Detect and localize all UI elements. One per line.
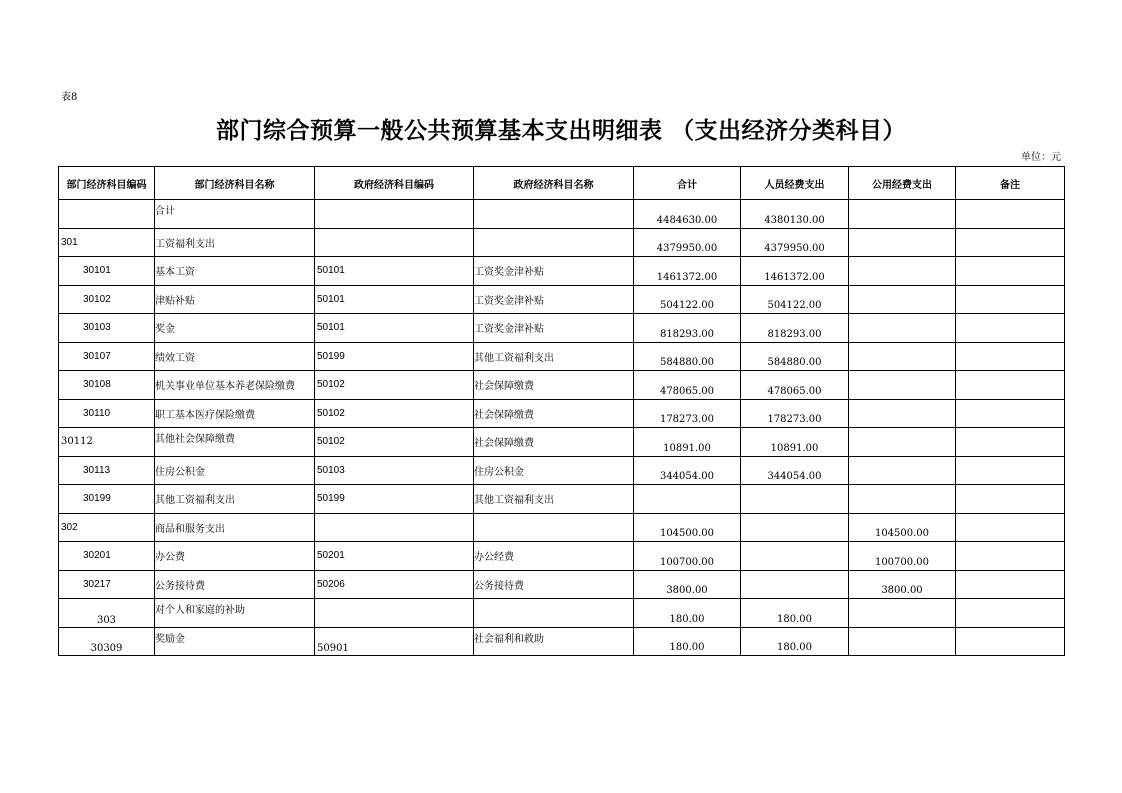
dept-code-cell: 30112 [59,428,155,457]
gov-code-cell [315,599,474,628]
total-cell: 100700.00 [634,542,741,571]
gov-name-cell [474,513,634,542]
table-row [59,257,1065,286]
table-number-label: 表8 [61,92,78,103]
dept-name-cell: 公务接待费 [155,570,315,599]
dept-code-cell: 30309 [59,627,155,656]
dept-name-cell: 住房公积金 [155,456,315,485]
total-cell: 4484630.00 [634,200,741,229]
public-cell: 104500.00 [849,513,956,542]
personnel-cell: 178273.00 [741,399,849,428]
gov-name-cell [474,599,634,628]
gov-name-cell [474,228,634,257]
public-cell: 100700.00 [849,542,956,571]
table-header-row [59,167,1065,200]
public-cell [849,599,956,628]
total-cell: 504122.00 [634,285,741,314]
dept-code-cell: 30107 [59,342,155,371]
personnel-cell: 478065.00 [741,371,849,400]
dept-code-cell: 30110 [59,399,155,428]
gov-name-cell: 工资奖金津补贴 [474,257,634,286]
dept-name-cell: 基本工资 [155,257,315,286]
public-cell [849,314,956,343]
table-row [59,599,1065,628]
table-row [59,285,1065,314]
gov-code-cell: 50206 [315,570,474,599]
personnel-cell: 4379950.00 [741,228,849,257]
total-cell: 104500.00 [634,513,741,542]
dept-code-cell: 30217 [59,570,155,599]
personnel-cell [741,542,849,571]
table-row [59,627,1065,656]
dept-code-cell: 30201 [59,542,155,571]
gov-code-cell: 50901 [315,627,474,656]
dept-name-cell: 其他社会保障缴费 [155,428,315,457]
gov-name-cell: 办公经费 [474,542,634,571]
total-cell: 584880.00 [634,342,741,371]
personnel-cell: 1461372.00 [741,257,849,286]
note-cell [956,257,1065,286]
total-cell: 178273.00 [634,399,741,428]
gov-name-cell: 公务接待费 [474,570,634,599]
public-cell [849,228,956,257]
column-header-total: 合计 [634,167,741,200]
personnel-cell: 180.00 [741,627,849,656]
gov-name-cell: 社会福利和救助 [474,627,634,656]
public-cell [849,342,956,371]
gov-name-cell: 其他工资福利支出 [474,342,634,371]
note-cell [956,542,1065,571]
dept-name-cell: 奖金 [155,314,315,343]
dept-code-cell: 30108 [59,371,155,400]
dept-name-cell: 工资福利支出 [155,228,315,257]
table-row [59,456,1065,485]
total-cell: 3800.00 [634,570,741,599]
gov-code-cell: 50199 [315,485,474,514]
dept-code-cell: 30102 [59,285,155,314]
note-cell [956,200,1065,229]
dept-name-cell: 奖励金 [155,627,315,656]
dept-code-cell: 303 [59,599,155,628]
personnel-cell: 4380130.00 [741,200,849,229]
note-cell [956,570,1065,599]
public-cell [849,257,956,286]
personnel-cell: 180.00 [741,599,849,628]
personnel-cell: 10891.00 [741,428,849,457]
total-cell: 478065.00 [634,371,741,400]
gov-code-cell: 50102 [315,371,474,400]
personnel-cell: 584880.00 [741,342,849,371]
gov-code-cell: 50103 [315,456,474,485]
dept-code-cell: 302 [59,513,155,542]
total-cell: 818293.00 [634,314,741,343]
note-cell [956,285,1065,314]
note-cell [956,513,1065,542]
total-cell: 1461372.00 [634,257,741,286]
public-cell [849,456,956,485]
personnel-cell [741,513,849,542]
note-cell [956,599,1065,628]
table-body [59,200,1065,656]
note-cell [956,399,1065,428]
gov-code-cell: 50101 [315,285,474,314]
column-header-gov-code: 政府经济科目编码 [315,167,474,200]
table-row [59,200,1065,229]
column-header-personnel: 人员经费支出 [741,167,849,200]
gov-code-cell: 50102 [315,428,474,457]
table-row [59,542,1065,571]
gov-name-cell: 住房公积金 [474,456,634,485]
dept-name-cell: 机关事业单位基本养老保险缴费 [155,371,315,400]
personnel-cell: 504122.00 [741,285,849,314]
gov-code-cell [315,513,474,542]
unit-label: 单位：元 [1021,152,1061,163]
public-cell: 3800.00 [849,570,956,599]
gov-name-cell: 社会保障缴费 [474,399,634,428]
note-cell [956,371,1065,400]
note-cell [956,456,1065,485]
table-row [59,428,1065,457]
total-cell: 180.00 [634,599,741,628]
gov-code-cell: 50199 [315,342,474,371]
dept-name-cell: 其他工资福利支出 [155,485,315,514]
page-title: 部门综合预算一般公共预算基本支出明细表 （支出经济分类科目） [215,118,906,144]
gov-code-cell: 50201 [315,542,474,571]
table-row [59,570,1065,599]
public-cell [849,627,956,656]
dept-name-cell: 商品和服务支出 [155,513,315,542]
gov-name-cell: 工资奖金津补贴 [474,285,634,314]
public-cell [849,428,956,457]
table-row [59,371,1065,400]
gov-code-cell [315,228,474,257]
public-cell [849,200,956,229]
table-row [59,399,1065,428]
gov-name-cell: 社会保障缴费 [474,371,634,400]
column-header-gov-name: 政府经济科目名称 [474,167,634,200]
gov-code-cell [315,200,474,229]
gov-code-cell: 50101 [315,314,474,343]
table-row [59,228,1065,257]
gov-name-cell: 其他工资福利支出 [474,485,634,514]
total-cell: 10891.00 [634,428,741,457]
public-cell [849,371,956,400]
table-row [59,485,1065,514]
dept-code-cell: 30113 [59,456,155,485]
gov-name-cell: 工资奖金津补贴 [474,314,634,343]
table-row [59,314,1065,343]
dept-name-cell: 对个人和家庭的补助 [155,599,315,628]
total-cell [634,485,741,514]
note-cell [956,314,1065,343]
dept-code-cell: 30103 [59,314,155,343]
public-cell [849,285,956,314]
dept-name-cell: 办公费 [155,542,315,571]
gov-code-cell: 50101 [315,257,474,286]
note-cell [956,485,1065,514]
total-cell: 180.00 [634,627,741,656]
dept-code-cell [59,200,155,229]
public-cell [849,399,956,428]
column-header-note: 备注 [956,167,1065,200]
public-cell [849,485,956,514]
table-row [59,513,1065,542]
note-cell [956,342,1065,371]
column-header-dept-name: 部门经济科目名称 [155,167,315,200]
personnel-cell: 818293.00 [741,314,849,343]
personnel-cell [741,485,849,514]
table-row [59,342,1065,371]
note-cell [956,627,1065,656]
total-cell: 344054.00 [634,456,741,485]
gov-code-cell: 50102 [315,399,474,428]
dept-name-cell: 津贴补贴 [155,285,315,314]
gov-name-cell [474,200,634,229]
personnel-cell [741,570,849,599]
column-header-dept-code: 部门经济科目编码 [59,167,155,200]
note-cell [956,428,1065,457]
expenditure-detail-table [58,166,1065,656]
dept-name-cell: 绩效工资 [155,342,315,371]
note-cell [956,228,1065,257]
dept-code-cell: 30199 [59,485,155,514]
dept-name-cell: 合计 [155,200,315,229]
column-header-public: 公用经费支出 [849,167,956,200]
gov-name-cell: 社会保障缴费 [474,428,634,457]
dept-code-cell: 30101 [59,257,155,286]
total-cell: 4379950.00 [634,228,741,257]
dept-code-cell: 301 [59,228,155,257]
dept-name-cell: 职工基本医疗保险缴费 [155,399,315,428]
personnel-cell: 344054.00 [741,456,849,485]
